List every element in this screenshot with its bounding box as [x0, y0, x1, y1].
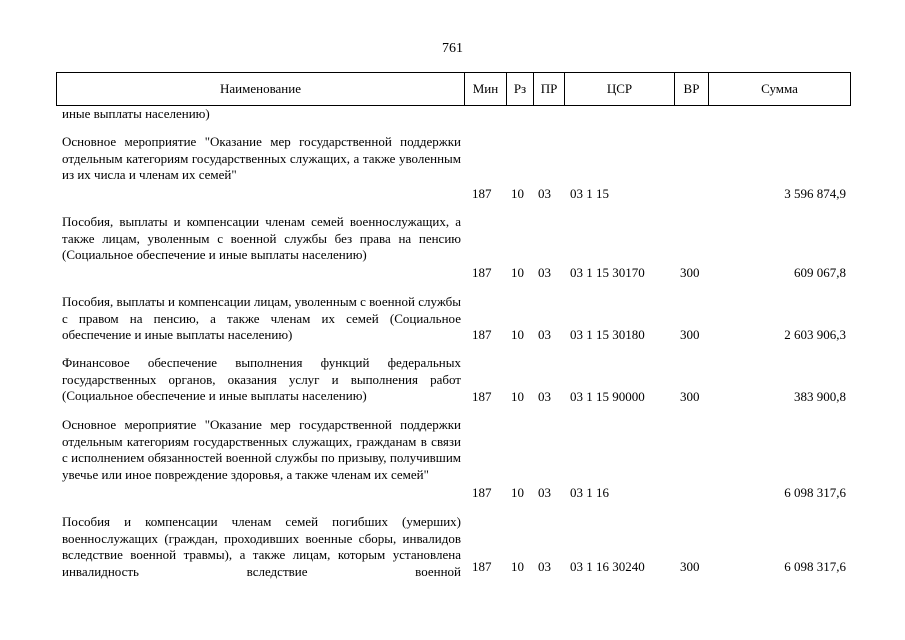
header-pr: ПР — [534, 73, 565, 106]
row-name: Основное мероприятие "Оказание мер государственной поддержки отдельным категориям государственных служащих, а также уволенным из их числа и членам их семей" — [62, 134, 461, 183]
row-rz: 10 — [511, 485, 524, 500]
row-csr: 03 1 15 30170 — [570, 265, 645, 280]
table-header — [56, 72, 851, 106]
row-pr: 03 — [538, 186, 551, 201]
row-min: 187 — [472, 485, 492, 500]
row-name: Основное мероприятие "Оказание мер государственной поддержки отдельным категориям государственных служащих, гражданам в связи с исполнением обязанностей военной службы по призыву, получившим увечье или иное повреждение здоровья, а также членам их семей" — [62, 417, 461, 483]
row-min: 187 — [472, 389, 492, 404]
row-name: Финансовое обеспечение выполнения функций федеральных государственных органов, оказания услуг и выполнения работ (Социальное обеспечение и иные выплаты населению) — [62, 355, 461, 404]
row-min: 187 — [472, 327, 492, 342]
row-rz: 10 — [511, 559, 524, 574]
row-pr: 03 — [538, 485, 551, 500]
row-name: Пособия и компенсации членам семей погибших (умерших) военнослужащих (граждан, проходивших военные сборы, инвалидов вследствие военной травмы), а также лицам, которым установлена инвалидность вследствие военной — [62, 514, 461, 580]
row-rz: 10 — [511, 265, 524, 280]
header-csr: ЦСР — [565, 73, 675, 106]
row-vr: 300 — [680, 265, 700, 280]
row-pr: 03 — [538, 265, 551, 280]
header-sum: Сумма — [709, 73, 851, 106]
row-csr: 03 1 16 30240 — [570, 559, 645, 574]
row-rz: 10 — [511, 327, 524, 342]
row-rz: 10 — [511, 389, 524, 404]
row-name: Пособия, выплаты и компенсации членам семей военнослужащих, а также лицам, уволенным с военной службы без права на пенсию (Социальное обеспечение и иные выплаты населению) — [62, 214, 461, 263]
row-min: 187 — [472, 559, 492, 574]
row-sum: 609 067,8 — [794, 265, 846, 280]
row-csr: 03 1 15 30180 — [570, 327, 645, 342]
row-csr: 03 1 15 90000 — [570, 389, 645, 404]
row-min: 187 — [472, 265, 492, 280]
row-sum: 383 900,8 — [794, 389, 846, 404]
row-rz: 10 — [511, 186, 524, 201]
row-vr: 300 — [680, 559, 700, 574]
row-csr: 03 1 15 — [570, 186, 609, 201]
row-sum: 6 098 317,6 — [784, 485, 846, 500]
row-name: Пособия, выплаты и компенсации лицам, уволенным с военной службы с правом на пенсию, а также членам их семей (Социальное обеспечение и иные выплаты населению) — [62, 294, 461, 343]
page-number: 761 — [442, 41, 463, 56]
row-vr: 300 — [680, 389, 700, 404]
row-sum: 2 603 906,3 — [784, 327, 846, 342]
row-sum: 6 098 317,6 — [784, 559, 846, 574]
carryover-text: иные выплаты населению) — [62, 106, 210, 121]
row-pr: 03 — [538, 559, 551, 574]
row-pr: 03 — [538, 327, 551, 342]
row-sum: 3 596 874,9 — [784, 186, 846, 201]
header-name: Наименование — [57, 73, 465, 106]
header-min: Мин — [465, 73, 507, 106]
row-vr: 300 — [680, 327, 700, 342]
row-csr: 03 1 16 — [570, 485, 609, 500]
row-pr: 03 — [538, 389, 551, 404]
header-vr: ВР — [675, 73, 709, 106]
header-rz: Рз — [507, 73, 534, 106]
row-min: 187 — [472, 186, 492, 201]
